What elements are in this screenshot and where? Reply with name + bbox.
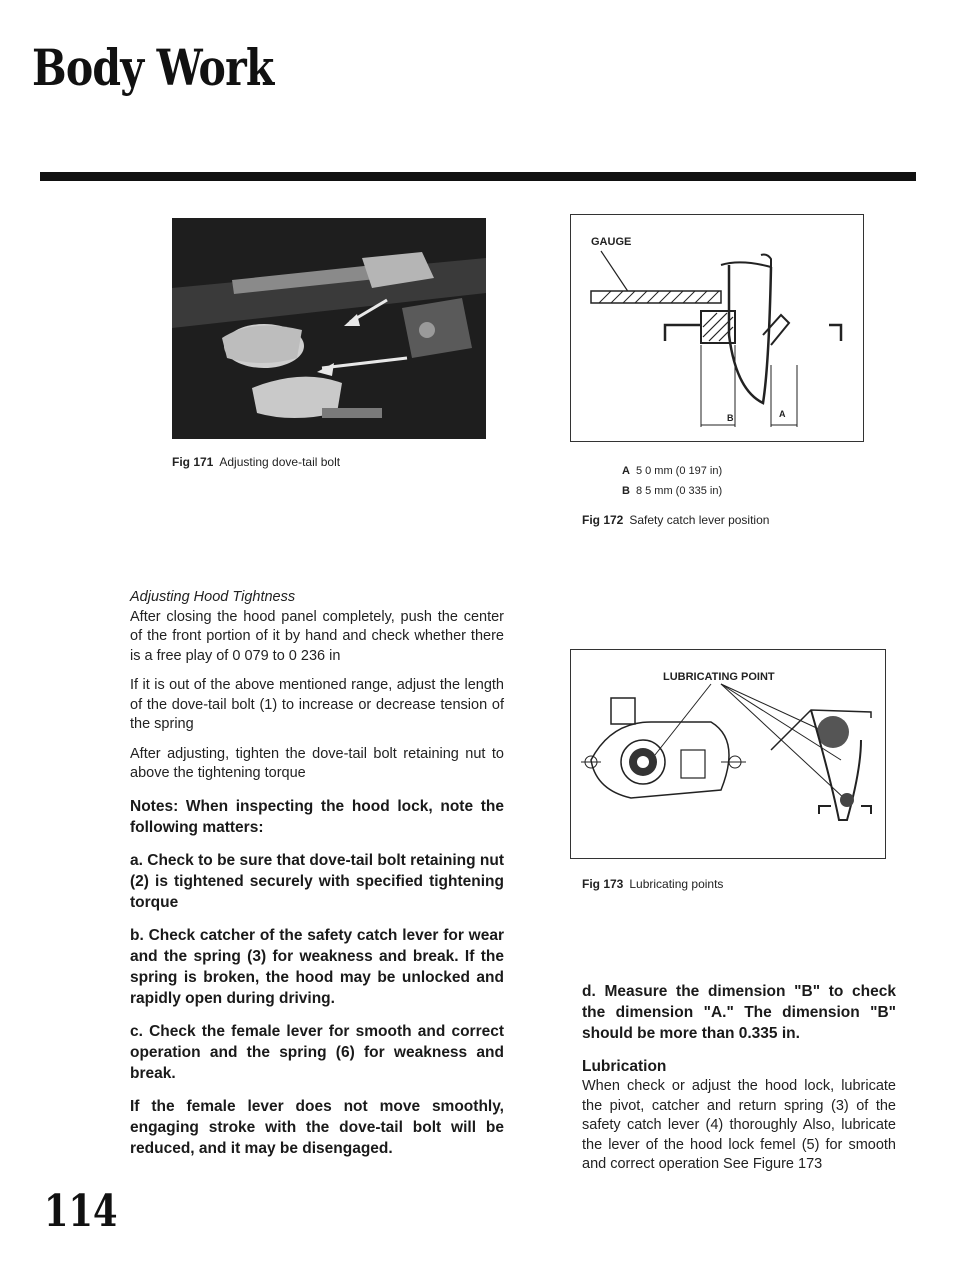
page-title: Body Work (32, 38, 274, 97)
fig172-gauge-label: GAUGE (591, 236, 632, 248)
fig172-dim-a (622, 465, 722, 477)
note-c: c. Check the female lever for smooth and correct operation and the spring (6) for weakness and break. (130, 1023, 504, 1082)
lubrication-heading: Lubrication (582, 1058, 667, 1075)
fig172-caption (582, 513, 769, 527)
fig172-dim-b-value: 8 5 mm (0 335 in) (635, 485, 723, 497)
fig171-caption (172, 455, 340, 469)
fig173-caption-text: Lubricating points (629, 877, 724, 891)
left-column-notes (130, 796, 504, 1171)
fig173-diagram (570, 649, 886, 859)
page-number: 114 (44, 1186, 118, 1237)
fig173-number: Fig 173 (582, 877, 624, 891)
note-b: b. Check catcher of the safety catch lever for wear and the spring (3) for weakness and break. If the spring is broken, the hood may be unlocked and rapidly open during driving. (130, 927, 504, 1007)
note-c-continued: If the female lever does not move smoothly, engaging stroke with the dove-tail bolt will be reduced, and it may be disengaged. (130, 1098, 504, 1157)
section-heading-hood-tightness: Adjusting Hood Tightness (130, 589, 296, 605)
fig173-illustration (571, 650, 885, 858)
fig172-label-b: B (727, 413, 734, 423)
lubrication-text: When check or adjust the hood lock, lubricate the pivot, catcher and return spring (3) of the safety catch lever (4) thoroughly Also, lubricate the lever of the hood lock femel (5) for smooth and correct operation See Figure 173 (582, 1078, 896, 1172)
fig171-illustration (172, 218, 486, 439)
fig172-caption-text: Safety catch lever position (629, 513, 770, 527)
fig172-dim-a-key: A (622, 465, 630, 477)
left-column-text (130, 588, 504, 794)
fig171-number: Fig 171 (172, 455, 214, 469)
header-rule (40, 172, 916, 181)
fig172-label-a: A (779, 409, 786, 419)
paragraph-tighten-nut: After adjusting, tighten the dove-tail bolt retaining nut to above the tightening torque (130, 745, 504, 781)
fig171-caption-text: Adjusting dove-tail bolt (219, 455, 341, 469)
right-column-note-d (582, 981, 896, 1056)
fig172-diagram (570, 214, 864, 442)
fig171-photo (172, 218, 486, 439)
fig172-number: Fig 172 (582, 513, 624, 527)
paragraph-free-play: After closing the hood panel completely, push the center of the front portion of it by hand and check whether there is a free play of 0 079 to 0 236 in (130, 608, 504, 664)
note-a: a. Check to be sure that dove-tail bolt retaining nut (2) is tightened securely with specified tightening torque (130, 852, 504, 911)
notes-intro: Notes: When inspecting the hood lock, note the following matters: (130, 798, 504, 836)
note-d: d. Measure the dimension "B" to check the dimension "A." The dimension "B" should be more than 0.335 in. (582, 983, 896, 1042)
paragraph-adjust-length: If it is out of the above mentioned range, adjust the length of the dove-tail bolt (1) to increase or decrease tension of the spring (130, 677, 504, 732)
fig172-dim-a-value: 5 0 mm (0 197 in) (635, 465, 723, 477)
fig172-illustration (571, 215, 863, 441)
fig172-dim-b (622, 485, 722, 497)
fig173-caption (582, 877, 723, 891)
fig172-dim-b-key: B (622, 485, 630, 497)
fig173-label: LUBRICATING POINT (663, 671, 775, 683)
